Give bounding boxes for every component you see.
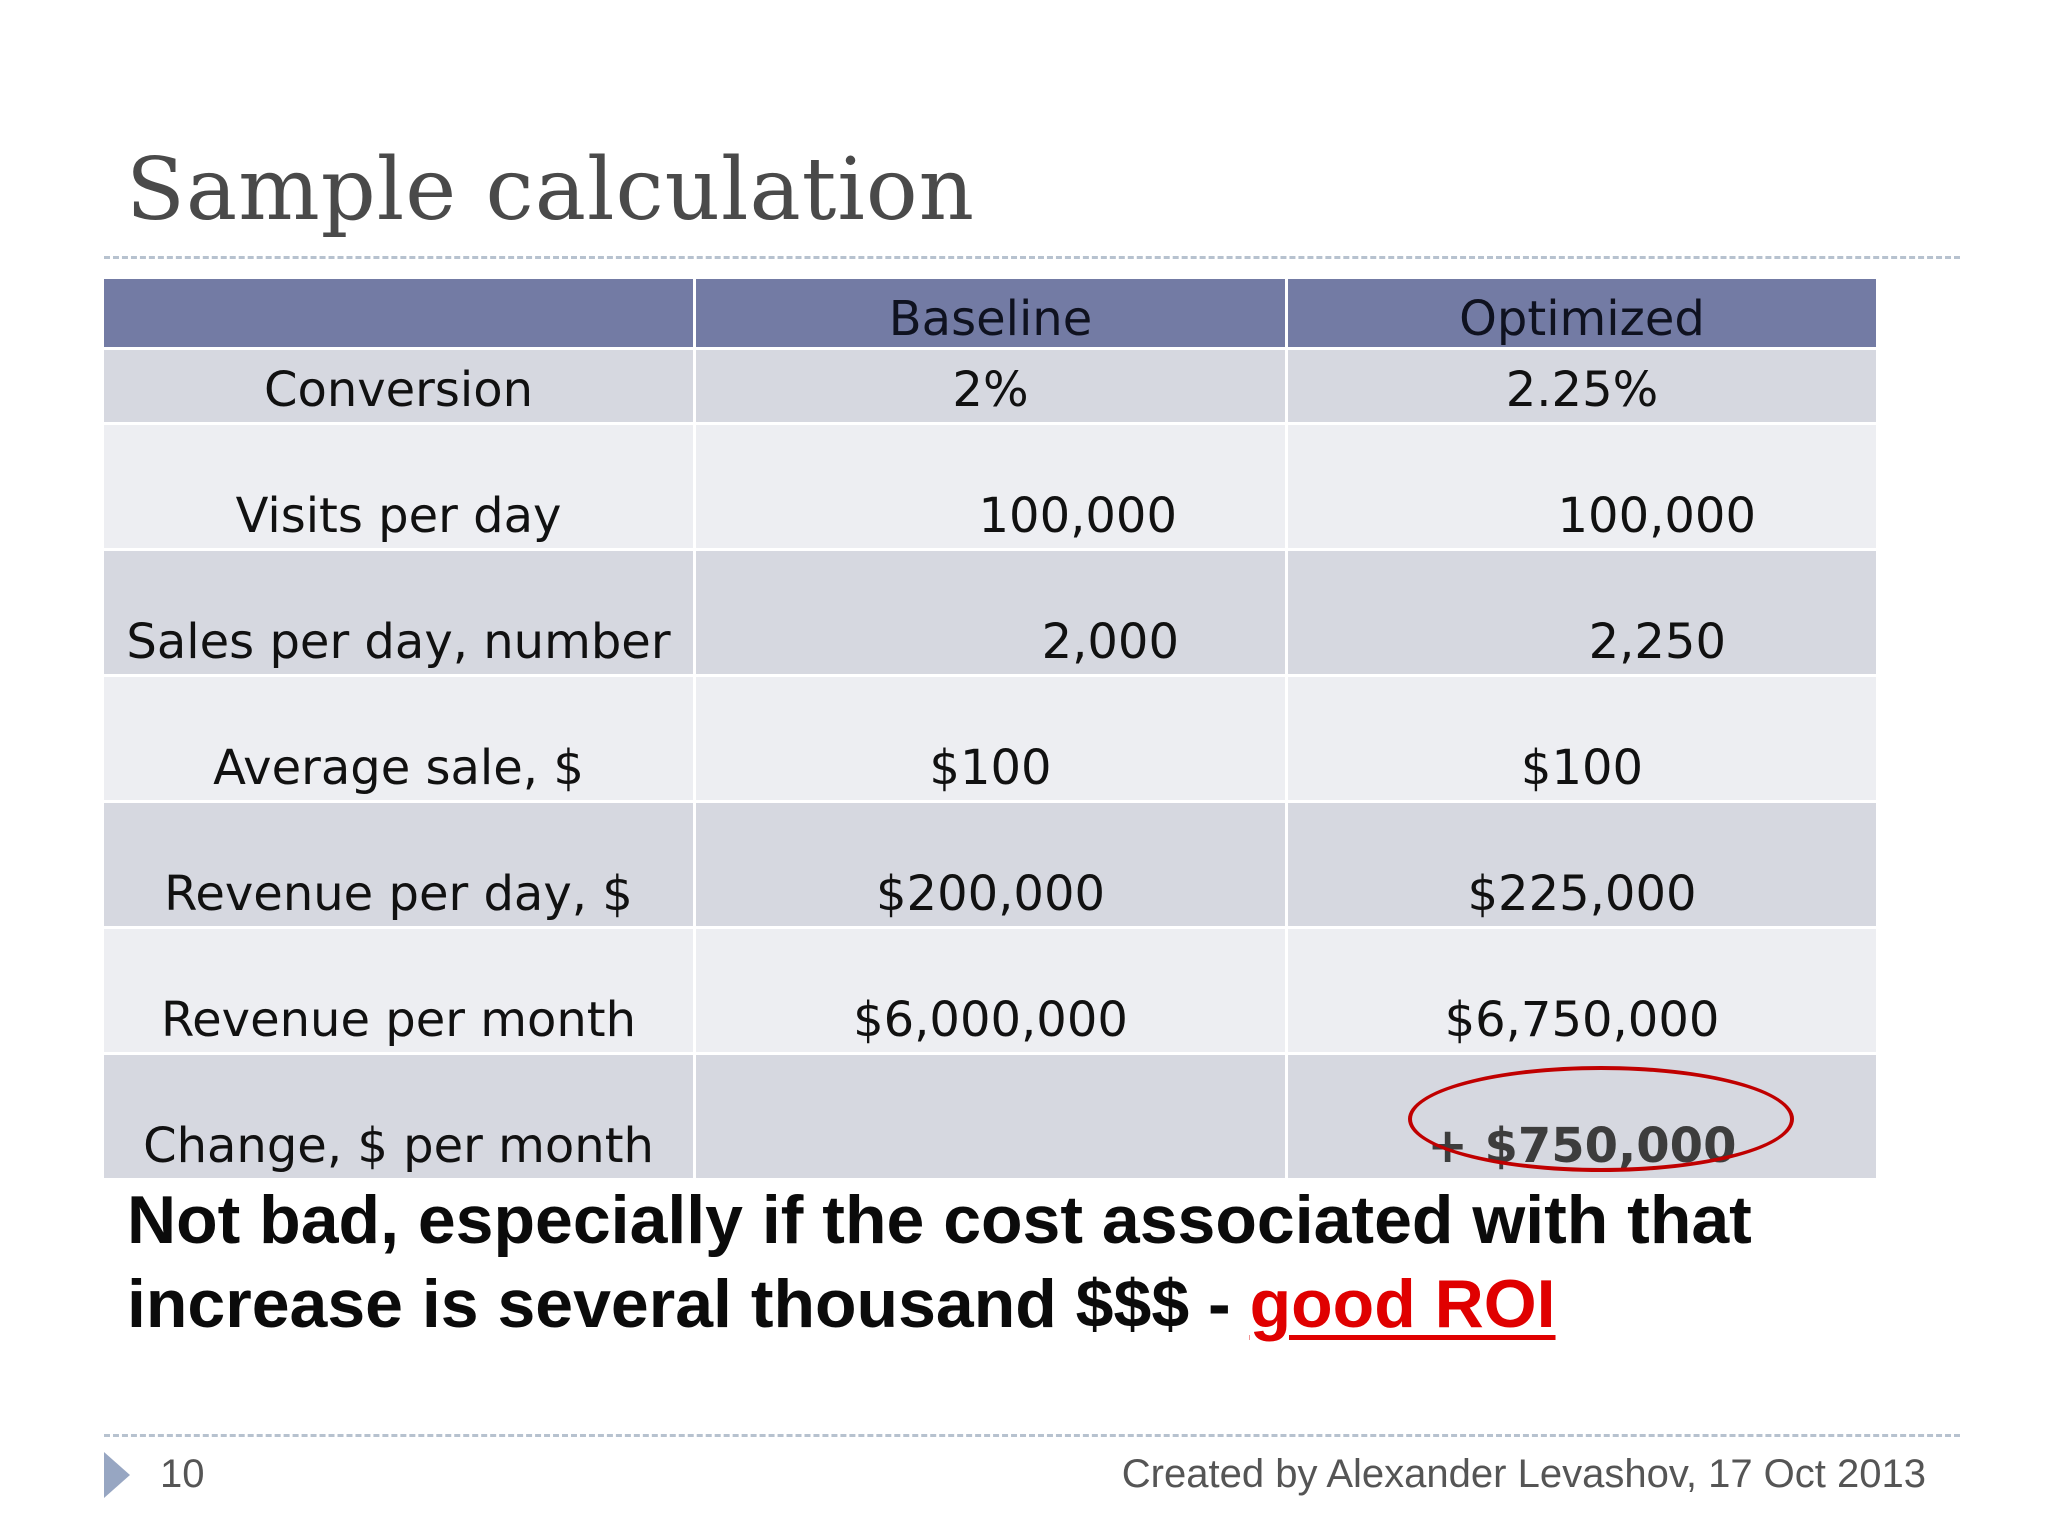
- footer-credit: Created by Alexander Levashov, 17 Oct 2013: [1121, 1452, 1926, 1496]
- baseline-value: 2,000: [696, 551, 1285, 674]
- header-optimized: Optimized: [1288, 279, 1876, 347]
- optimized-value: 2.25%: [1288, 350, 1876, 422]
- header-empty-cell: [104, 279, 693, 347]
- roi-highlight: good ROI: [1249, 1266, 1556, 1342]
- footer-divider: [104, 1434, 1960, 1437]
- title-divider: [104, 256, 1960, 259]
- conclusion-line-2: increase is several thousand $$$ -: [127, 1266, 1250, 1342]
- row-label: Revenue per day, $: [104, 803, 693, 926]
- row-label: Revenue per month: [104, 929, 693, 1052]
- slide-title: Sample calculation: [126, 140, 976, 240]
- optimized-value: 100,000: [1288, 425, 1876, 548]
- table-row: [104, 425, 1876, 548]
- row-label: Average sale, $: [104, 677, 693, 800]
- table-row: [104, 551, 1876, 674]
- table-row: [104, 350, 1876, 422]
- optimized-value: 2,250: [1288, 551, 1876, 674]
- table-row: [104, 677, 1876, 800]
- table-row: [104, 929, 1876, 1052]
- table-row: [104, 1055, 1876, 1178]
- baseline-value: $6,000,000: [696, 929, 1285, 1052]
- optimized-value: $100: [1288, 677, 1876, 800]
- triangle-right-icon: [104, 1452, 130, 1498]
- row-label: Change, $ per month: [104, 1055, 693, 1178]
- calculation-table: [101, 276, 1879, 1181]
- optimized-value: $6,750,000: [1288, 929, 1876, 1052]
- baseline-value: $200,000: [696, 803, 1285, 926]
- table-header-row: [104, 279, 1876, 347]
- conclusion-text: [127, 1178, 1927, 1346]
- baseline-value: 2%: [696, 350, 1285, 422]
- conclusion-line-1: Not bad, especially if the cost associated with that: [127, 1182, 1752, 1258]
- baseline-value: [696, 1055, 1285, 1178]
- optimized-value: $225,000: [1288, 803, 1876, 926]
- header-baseline: Baseline: [696, 279, 1285, 347]
- row-label: Conversion: [104, 350, 693, 422]
- row-label: Sales per day, number: [104, 551, 693, 674]
- change-value: + $750,000: [1288, 1055, 1876, 1178]
- baseline-value: 100,000: [696, 425, 1285, 548]
- table-row: [104, 803, 1876, 926]
- page-number: 10: [160, 1452, 205, 1496]
- row-label: Visits per day: [104, 425, 693, 548]
- baseline-value: $100: [696, 677, 1285, 800]
